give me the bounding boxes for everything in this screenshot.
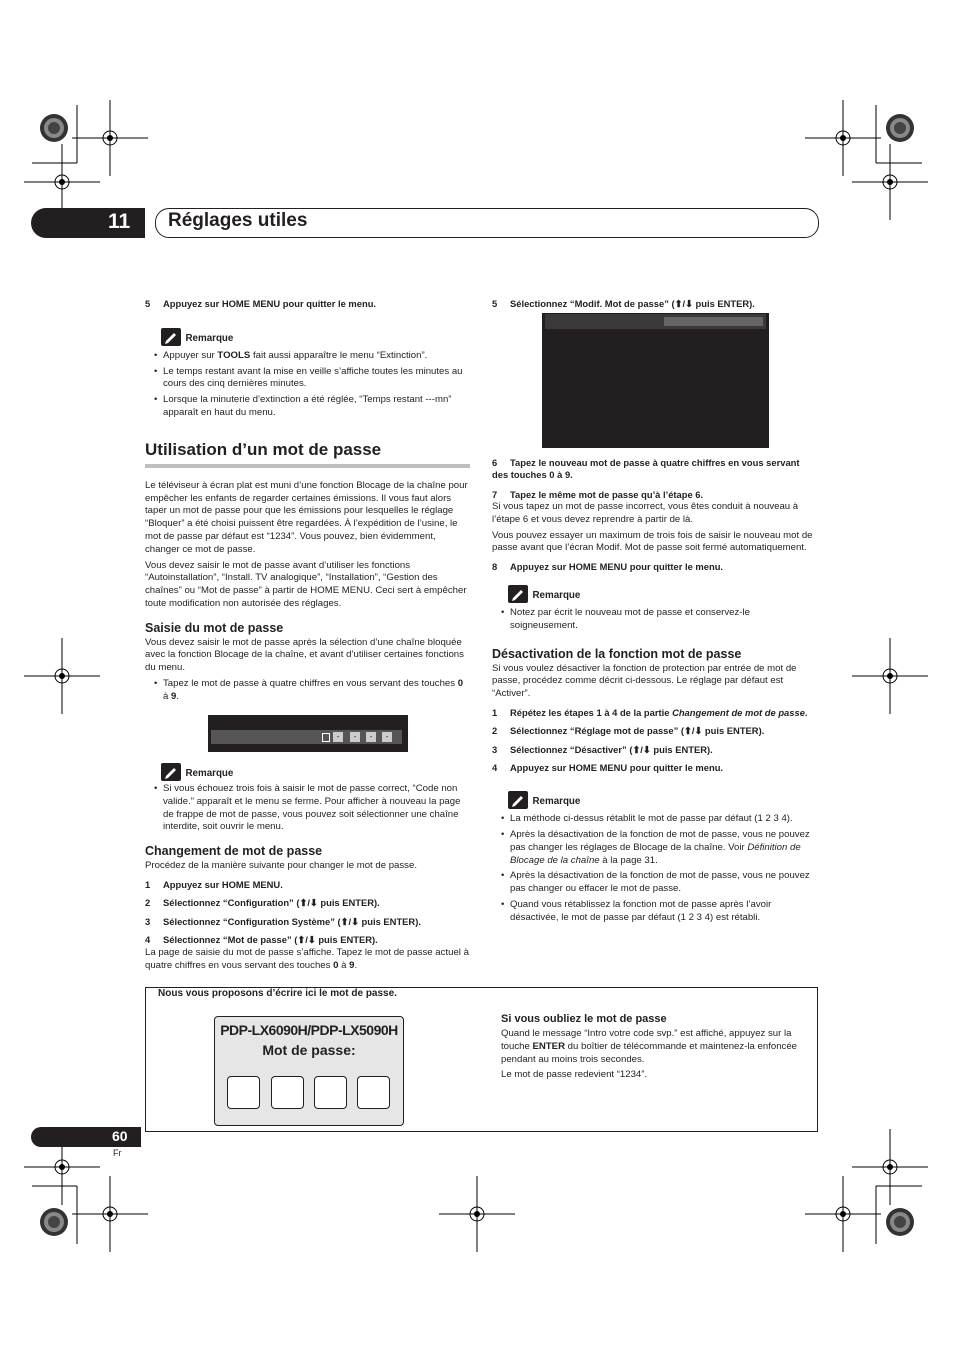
note-title: Remarque [532,796,581,808]
forgot-section [501,1013,806,1082]
right-column [492,298,817,925]
password-digit-box[interactable] [227,1076,260,1109]
card-model-line: PDP-LX6090H/PDP-LX5090H [220,1022,398,1038]
subsection-title-deactivation: Désactivation de la fonction mot de passe [492,646,742,661]
note-box-2 [145,763,470,834]
language-code: Fr [113,1148,122,1158]
step-6: 6 Tapez le nouveau mot de passe à quatre chiffres en vous servant des touches 0 à 9. [492,456,800,480]
note-pencil-icon [508,585,528,603]
note-title: Remarque [185,767,234,779]
forgot-reset-text: Le mot de passe redevient “1234”. [501,1069,648,1081]
saisie-bullet: • Tapez le mot de passe à quatre chiffres en vous servant des touches 0 à 9. [145,678,470,704]
section-rule [145,464,470,468]
deactivation-paragraph: Si vous voulez désactiver la fonction de protection par entrée de mot de passe, procédez comme décrit ci-dessous. Le réglage par défaut est “Activer”. [492,662,797,700]
forgot-paragraph: Quand le message “Intro votre code svp.” est affiché, appuyez sur la touche ENTER du boîtier de télécommande et maintenez-la enfoncée pendant au moins trois secondes. [501,1028,797,1065]
subsection-title-saisie: Saisie du mot de passe [145,620,284,635]
chapter-number: 11 [108,210,131,233]
page-number: 60 [112,1128,128,1144]
step-8: 8 Appuyez sur HOME MENU pour quitter le menu. [492,561,724,573]
password-digit-box[interactable] [314,1076,347,1109]
deact-step-1: 1 Répétez les étapes 1 à 4 de la partie Changement de mot de passe. [492,706,808,718]
digit-slot: - [366,732,376,742]
change-step-4-text: La page de saisie du mot de passe s’affiche. Tapez le mot de passe actuel à quatre chiffres en vous servant des touches 0 à 9. [145,946,469,971]
password-digit-box[interactable] [271,1076,304,1109]
note-pencil-icon [161,763,181,781]
deact-step-4: 4 Appuyez sur HOME MENU pour quitter le menu. [492,762,724,774]
note-bullet: • La méthode ci-dessus rétablit le mot de passe par défaut (1 2 3 4). [492,813,817,826]
step-7: 7 Tapez le même mot de passe qu’à l’étape 6. [492,488,704,500]
intro-paragraph: Le téléviseur à écran plat est muni d’une fonction Blocage de la chaîne pour empêcher les enfants de regarder certaines émissions. Il vous faut alors taper un mot de passe pour que les émissions pour lesquelles le réglage “Bloquer” a été choisi puissent être regardées. À l’expédition de l’usine, le mot de passe par défaut est “1234”. Vous pouvez, bien évidemment, changer ce mot de passe. [145,479,468,555]
step-7-text: Si vous tapez un mot de passe incorrect, vous êtes conduit à nouveau à l’étape 6 et vous devez reprendre à partir de là. [492,501,799,525]
change-paragraph: Procédez de la manière suivante pour changer le mot de passe. [145,860,417,872]
note-bullet: • Le temps restant avant la mise en veille s’affiche toutes les minutes au cours des cinq dernières minutes. [145,366,470,392]
forgot-title: Si vous oubliez le mot de passe [501,1013,667,1025]
lock-icon [322,733,330,742]
password-entry-screen [208,715,408,752]
note-pencil-icon [508,791,528,809]
change-step-2: 2 Sélectionnez “Configuration” (⬆/⬇ puis ENTER). [145,897,380,909]
deact-step-3: 3 Sélectionnez “Désactiver” (⬆/⬇ puis ENTER). [492,743,713,755]
memo-heading: Nous vous proposons d’écrire ici le mot de passe. [158,988,397,999]
change-step-4: 4 Sélectionnez “Mot de passe” (⬆/⬇ puis ENTER). [145,934,378,946]
note-box-1 [145,328,470,420]
digit-slot: - [350,732,360,742]
note-title: Remarque [532,589,581,601]
deact-step-2: 2 Sélectionnez “Réglage mot de passe” (⬆/⬇ puis ENTER). [492,725,765,737]
note-box-4 [492,791,817,925]
change-password-screen [542,313,769,448]
step-5-quit-menu: 5 Appuyez sur HOME MENU pour quitter le menu. [145,298,377,309]
note-box-3 [492,585,817,633]
step-5-modif: 5 Sélectionnez “Modif. Mot de passe” (⬆/⬇ puis ENTER). [492,298,755,309]
note-bullet: • Si vous échouez trois fois à saisir le mot de passe correct, “Code non valide.” apparaît et le menu se ferme. Pour afficher à nouveau la page de frappe de mot de passe, vous pouvez soit sélectionner une chaîne interdite, soit ouvrir le menu. [145,783,470,834]
digit-slot: - [333,732,343,742]
note-pencil-icon [161,328,181,346]
intro-paragraph: Vous devez saisir le mot de passe avant d’utiliser les fonctions “Autoinstallation”, “Install. TV analogique”, “Installation”, “Gestion des chaînes” ou “Mot de passe” à partir de HOME MENU. Ceci sert à empêcher toute modification non autorisée des réglages. [145,559,467,609]
note-bullet: • Après la désactivation de la fonction de mot de passe, vous ne pouvez pas changer ou effacer le mot de passe. [492,870,817,896]
password-digit-box[interactable] [357,1076,390,1109]
chapter-title: Réglages utiles [168,210,308,231]
note-bullet: • Appuyer sur TOOLS fait aussi apparaître le menu “Extinction”. [145,350,470,363]
section-title: Utilisation d’un mot de passe [145,439,382,459]
digit-slot: - [382,732,392,742]
note-bullet: • Lorsque la minuterie d’extinction a été réglée, “Temps restant ---mn” apparaît en haut du menu. [145,394,470,420]
note-bullet: • Quand vous rétablissez la fonction mot de passe après l’avoir désactivée, le mot de passe par défaut (1 2 3 4) est rétabli. [492,899,817,925]
subsection-title-change: Changement de mot de passe [145,844,323,859]
note-bullet: • Notez par écrit le nouveau mot de passe et conservez-le soigneusement. [492,607,817,633]
step-7-text: Vous pouvez essayer un maximum de trois fois de saisir le nouveau mot de passe avant que l’écran Modif. Mot de passe soit fermé automatiquement. [492,529,813,554]
note-bullet: • Après la désactivation de la fonction de mot de passe, vous ne pouvez pas changer les réglages de Blocage de la chaîne. Voir Définition de Blocage de la chaîne à la page 31. [492,829,817,867]
change-step-3: 3 Sélectionnez “Configuration Système” (⬆/⬇ puis ENTER). [145,915,421,927]
card-label-line: Mot de passe: [262,1042,356,1058]
note-title: Remarque [185,332,234,344]
left-column [145,298,470,972]
change-step-1: 1 Appuyez sur HOME MENU. [145,878,283,890]
saisie-paragraph: Vous devez saisir le mot de passe après la sélection d’une chaîne bloquée avec la fonction Blocage de la chaîne, et avant d’utiliser certaines fonctions du menu. [145,636,464,674]
